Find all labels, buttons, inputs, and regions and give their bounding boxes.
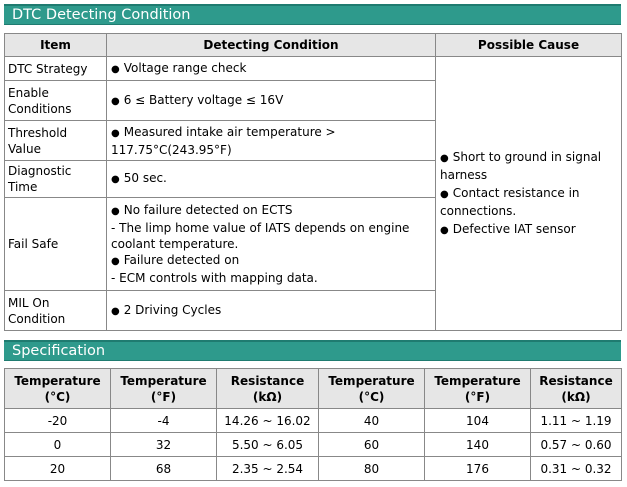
spec-cell: 40 bbox=[319, 409, 425, 433]
header-resistance: Resistance (kΩ) bbox=[531, 369, 622, 409]
bullet-text: ● 2 Driving Cycles bbox=[111, 302, 431, 320]
spec-cell: 0.31 ~ 0.32 bbox=[531, 457, 622, 481]
condition-cell bbox=[107, 57, 436, 81]
header-item: Item bbox=[5, 34, 107, 57]
spec-cell: 104 bbox=[425, 409, 531, 433]
bullet-text: ● Failure detected on bbox=[111, 252, 431, 270]
spec-cell: 176 bbox=[425, 457, 531, 481]
condition-cell bbox=[107, 161, 436, 198]
fail-safe-cell bbox=[107, 198, 436, 291]
spec-cell: 5.50 ~ 6.05 bbox=[217, 433, 319, 457]
spec-cell: 14.26 ~ 16.02 bbox=[217, 409, 319, 433]
cause-item: ● Contact resistance in connections. bbox=[440, 184, 617, 220]
bullet-text: ● No failure detected on ECTS bbox=[111, 202, 431, 220]
item-label: MIL On Condition bbox=[5, 291, 107, 331]
cause-item: ● Defective IAT sensor bbox=[440, 220, 617, 240]
spec-cell: -20 bbox=[5, 409, 111, 433]
header-temperature-c: Temperature (°C) bbox=[5, 369, 111, 409]
bullet-text: ● 6 ≤ Battery voltage ≤ 16V bbox=[111, 92, 431, 110]
fail-safe-note: - ECM controls with mapping data. bbox=[111, 271, 318, 285]
spec-cell: 1.11 ~ 1.19 bbox=[531, 409, 622, 433]
specification-table bbox=[4, 368, 622, 481]
table-row bbox=[5, 57, 622, 81]
specification-section-title: Specification bbox=[4, 340, 621, 361]
item-label: DTC Strategy bbox=[5, 57, 107, 81]
spec-cell: 32 bbox=[111, 433, 217, 457]
spec-cell: 20 bbox=[5, 457, 111, 481]
table-row bbox=[5, 433, 622, 457]
item-label: Enable Conditions bbox=[5, 81, 107, 121]
bullet-text: ● 50 sec. bbox=[111, 170, 431, 188]
spec-cell: 0.57 ~ 0.60 bbox=[531, 433, 622, 457]
header-temperature-c: Temperature (°C) bbox=[319, 369, 425, 409]
spec-header-row bbox=[5, 369, 622, 409]
table-row bbox=[5, 409, 622, 433]
item-label: Diagnostic Time bbox=[5, 161, 107, 198]
condition-cell bbox=[107, 121, 436, 161]
header-detecting-condition: Detecting Condition bbox=[107, 34, 436, 57]
spec-cell: 80 bbox=[319, 457, 425, 481]
item-label: Threshold Value bbox=[5, 121, 107, 161]
item-label: Fail Safe bbox=[5, 198, 107, 291]
spec-cell: 60 bbox=[319, 433, 425, 457]
header-temperature-f: Temperature (°F) bbox=[111, 369, 217, 409]
spec-cell: 0 bbox=[5, 433, 111, 457]
condition-cell bbox=[107, 291, 436, 331]
spec-cell: 2.35 ~ 2.54 bbox=[217, 457, 319, 481]
fail-safe-note: - The limp home value of IATS depends on engine coolant temperature. bbox=[111, 221, 410, 251]
header-temperature-f: Temperature (°F) bbox=[425, 369, 531, 409]
table-row bbox=[5, 457, 622, 481]
bullet-text: ● Measured intake air temperature > 117.75°C(243.95°F) bbox=[111, 124, 431, 158]
possible-cause-cell bbox=[436, 57, 622, 331]
spec-cell: -4 bbox=[111, 409, 217, 433]
header-resistance: Resistance (kΩ) bbox=[217, 369, 319, 409]
dtc-condition-table bbox=[4, 33, 622, 331]
cause-item: ● Short to ground in signal harness bbox=[440, 148, 617, 184]
condition-cell bbox=[107, 81, 436, 121]
dtc-header-row bbox=[5, 34, 622, 57]
bullet-text: ● Voltage range check bbox=[111, 60, 431, 78]
header-possible-cause: Possible Cause bbox=[436, 34, 622, 57]
spec-cell: 68 bbox=[111, 457, 217, 481]
dtc-section-title: DTC Detecting Condition bbox=[4, 4, 621, 25]
spec-cell: 140 bbox=[425, 433, 531, 457]
